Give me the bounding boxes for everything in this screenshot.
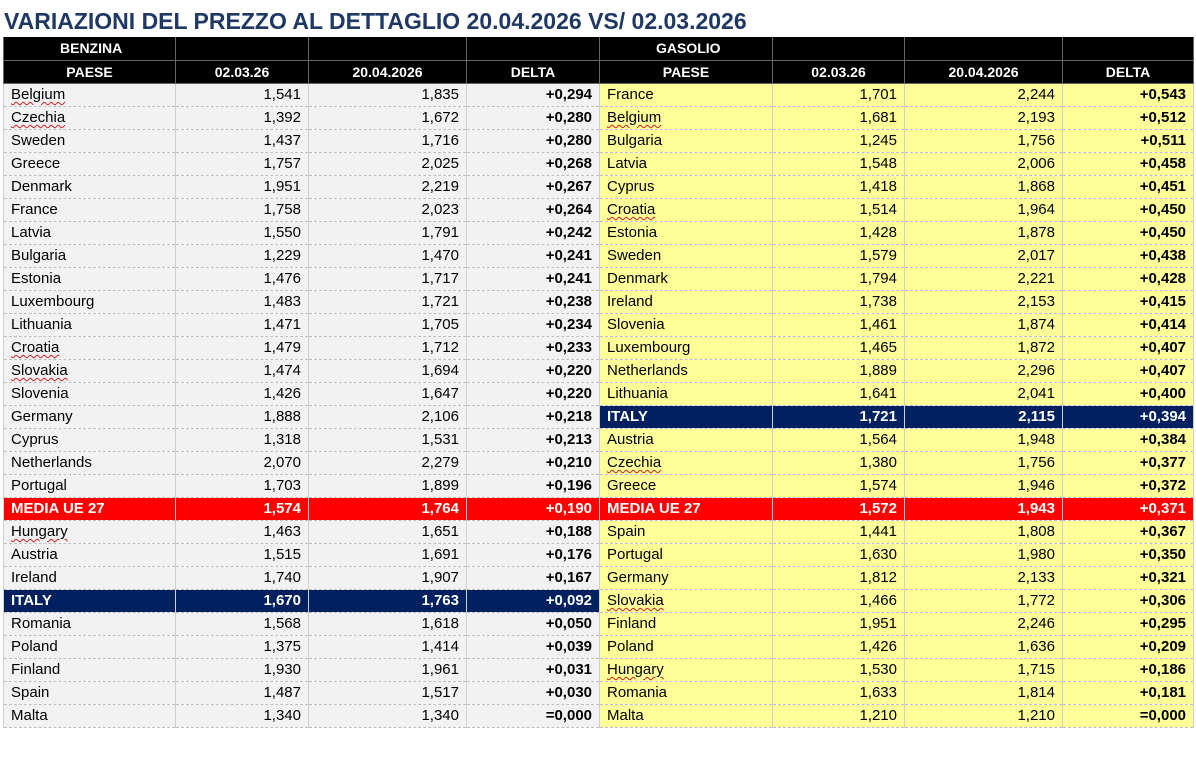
table-row [4,474,1194,497]
benzina-country-cell: Slovenia [4,382,176,405]
benzina-delta-cell: +0,218 [467,405,600,428]
benzina-price-2026-03-02-cell: 1,757 [176,152,309,175]
benzina-price-2026-03-02-cell: 1,930 [176,658,309,681]
spellcheck-underlined-text: Czechia [11,109,66,126]
benzina-price-2026-04-20-cell: 1,717 [309,267,467,290]
benzina-col-date1: 02.03.26 [176,60,309,83]
price-table [3,37,1194,728]
gasolio-price-2026-03-02-cell: 1,794 [773,267,905,290]
benzina-price-2026-04-20-cell: 2,219 [309,175,467,198]
benzina-col-delta: DELTA [467,60,600,83]
benzina-delta-cell: +0,031 [467,658,600,681]
gasolio-delta-cell: +0,428 [1063,267,1194,290]
gasolio-delta-cell: +0,186 [1063,658,1194,681]
benzina-price-2026-04-20-cell: 2,023 [309,198,467,221]
table-row [4,244,1194,267]
gasolio-price-2026-03-02-cell: 1,428 [773,221,905,244]
benzina-price-2026-03-02-cell: 1,229 [176,244,309,267]
gasolio-delta-cell: +0,414 [1063,313,1194,336]
table-row [4,589,1194,612]
table-row [4,681,1194,704]
gasolio-country-cell: Romania [600,681,773,704]
header-blank [467,37,600,60]
gasolio-country-cell: France [600,83,773,106]
benzina-price-2026-04-20-cell: 1,647 [309,382,467,405]
benzina-country-cell: Estonia [4,267,176,290]
benzina-delta-cell: +0,188 [467,520,600,543]
benzina-price-2026-04-20-cell: 1,721 [309,290,467,313]
benzina-price-2026-03-02-cell: 1,437 [176,129,309,152]
table-row [4,106,1194,129]
benzina-country-cell [4,520,176,543]
gasolio-country-cell: Poland [600,635,773,658]
gasolio-country-cell: Luxembourg [600,336,773,359]
gasolio-price-2026-03-02-cell: 1,418 [773,175,905,198]
benzina-price-2026-04-20-cell: 1,835 [309,83,467,106]
gasolio-price-2026-03-02-cell: 1,951 [773,612,905,635]
benzina-country-cell: Greece [4,152,176,175]
gasolio-delta-cell: +0,295 [1063,612,1194,635]
benzina-price-2026-04-20-cell: 2,025 [309,152,467,175]
benzina-price-2026-04-20-cell: 1,691 [309,543,467,566]
gasolio-price-2026-04-20-cell: 1,872 [905,336,1063,359]
gasolio-price-2026-04-20-cell: 1,868 [905,175,1063,198]
gasolio-price-2026-04-20-cell: 2,193 [905,106,1063,129]
gasolio-price-2026-03-02-cell: 1,721 [773,405,905,428]
benzina-delta-cell: +0,234 [467,313,600,336]
benzina-price-2026-04-20-cell: 1,618 [309,612,467,635]
gasolio-country-cell: Ireland [600,290,773,313]
gasolio-price-2026-04-20-cell: 2,017 [905,244,1063,267]
gasolio-price-2026-03-02-cell: 1,633 [773,681,905,704]
benzina-delta-cell: +0,280 [467,106,600,129]
benzina-price-2026-03-02-cell: 1,479 [176,336,309,359]
benzina-price-2026-03-02-cell: 1,463 [176,520,309,543]
gasolio-delta-cell: +0,372 [1063,474,1194,497]
benzina-country-cell: ITALY [4,589,176,612]
gasolio-country-cell [600,658,773,681]
gasolio-price-2026-04-20-cell: 2,006 [905,152,1063,175]
benzina-delta-cell: +0,220 [467,359,600,382]
benzina-price-2026-04-20-cell: 1,340 [309,704,467,727]
benzina-country-cell [4,83,176,106]
gasolio-price-2026-03-02-cell: 1,380 [773,451,905,474]
gasolio-price-2026-04-20-cell: 1,808 [905,520,1063,543]
section-header-row [4,37,1194,60]
benzina-price-2026-04-20-cell: 1,716 [309,129,467,152]
gasolio-country-cell: Bulgaria [600,129,773,152]
benzina-delta-cell: +0,294 [467,83,600,106]
gasolio-price-2026-03-02-cell: 1,701 [773,83,905,106]
gasolio-delta-cell: +0,450 [1063,221,1194,244]
gasolio-delta-cell: +0,321 [1063,566,1194,589]
benzina-price-2026-04-20-cell: 1,672 [309,106,467,129]
gasolio-delta-cell: +0,407 [1063,336,1194,359]
gasolio-country-cell: Latvia [600,152,773,175]
gasolio-country-cell: Greece [600,474,773,497]
benzina-country-cell: France [4,198,176,221]
table-row [4,405,1194,428]
gasolio-country-cell [600,198,773,221]
benzina-price-2026-04-20-cell: 1,899 [309,474,467,497]
gasolio-delta-cell: +0,394 [1063,405,1194,428]
gasolio-price-2026-04-20-cell: 1,756 [905,129,1063,152]
header-blank [1063,37,1194,60]
benzina-country-cell: Sweden [4,129,176,152]
spellcheck-underlined-text: Slovakia [607,592,664,609]
gasolio-country-cell [600,106,773,129]
spellcheck-underlined-text: Belgium [11,86,66,103]
gasolio-delta-cell: +0,367 [1063,520,1194,543]
benzina-country-cell: Denmark [4,175,176,198]
benzina-country-cell [4,106,176,129]
gasolio-price-2026-04-20-cell: 1,756 [905,451,1063,474]
gasolio-price-2026-03-02-cell: 1,889 [773,359,905,382]
benzina-price-2026-04-20-cell: 1,961 [309,658,467,681]
benzina-country-cell: Netherlands [4,451,176,474]
benzina-col-date2: 20.04.2026 [309,60,467,83]
gasolio-country-cell: Germany [600,566,773,589]
gasolio-price-2026-03-02-cell: 1,641 [773,382,905,405]
table-row [4,175,1194,198]
table-row [4,635,1194,658]
table-row [4,566,1194,589]
gasolio-price-2026-03-02-cell: 1,210 [773,704,905,727]
table-row [4,267,1194,290]
benzina-country-cell [4,336,176,359]
gasolio-country-cell: Malta [600,704,773,727]
benzina-country-cell: Finland [4,658,176,681]
table-row [4,428,1194,451]
gasolio-price-2026-04-20-cell: 2,296 [905,359,1063,382]
gasolio-price-2026-04-20-cell: 2,153 [905,290,1063,313]
gasolio-country-cell: Cyprus [600,175,773,198]
benzina-country-cell [4,359,176,382]
benzina-price-2026-04-20-cell: 1,712 [309,336,467,359]
gasolio-delta-cell: +0,350 [1063,543,1194,566]
gasolio-col-date2: 20.04.2026 [905,60,1063,83]
benzina-country-cell: Malta [4,704,176,727]
benzina-price-2026-04-20-cell: 1,414 [309,635,467,658]
header-blank [773,37,905,60]
gasolio-country-cell: Portugal [600,543,773,566]
benzina-delta-cell: +0,210 [467,451,600,474]
benzina-country-cell: Lithuania [4,313,176,336]
gasolio-price-2026-03-02-cell: 1,466 [773,589,905,612]
gasolio-price-2026-03-02-cell: 1,572 [773,497,905,520]
gasolio-col-date1: 02.03.26 [773,60,905,83]
gasolio-delta-cell: +0,384 [1063,428,1194,451]
benzina-delta-cell: +0,233 [467,336,600,359]
benzina-delta-cell: =0,000 [467,704,600,727]
benzina-price-2026-04-20-cell: 1,907 [309,566,467,589]
benzina-country-cell: Austria [4,543,176,566]
benzina-delta-cell: +0,213 [467,428,600,451]
gasolio-country-cell [600,589,773,612]
table-row [4,313,1194,336]
gasolio-country-cell: ITALY [600,405,773,428]
benzina-delta-cell: +0,267 [467,175,600,198]
gasolio-price-2026-03-02-cell: 1,514 [773,198,905,221]
benzina-price-2026-03-02-cell: 1,670 [176,589,309,612]
gasolio-delta-cell: +0,458 [1063,152,1194,175]
gasolio-col-paese: PAESE [600,60,773,83]
benzina-price-2026-04-20-cell: 1,791 [309,221,467,244]
table-row [4,658,1194,681]
gasolio-price-2026-03-02-cell: 1,530 [773,658,905,681]
benzina-price-2026-04-20-cell: 1,531 [309,428,467,451]
benzina-delta-cell: +0,264 [467,198,600,221]
gasolio-price-2026-04-20-cell: 1,772 [905,589,1063,612]
gasolio-delta-cell: +0,209 [1063,635,1194,658]
benzina-price-2026-03-02-cell: 1,426 [176,382,309,405]
gasolio-country-cell: Austria [600,428,773,451]
benzina-country-cell: Ireland [4,566,176,589]
gasolio-price-2026-04-20-cell: 1,636 [905,635,1063,658]
gasolio-delta-cell: +0,415 [1063,290,1194,313]
benzina-price-2026-04-20-cell: 2,279 [309,451,467,474]
benzina-price-2026-03-02-cell: 1,574 [176,497,309,520]
benzina-delta-cell: +0,280 [467,129,600,152]
gasolio-price-2026-04-20-cell: 2,115 [905,405,1063,428]
benzina-delta-cell: +0,268 [467,152,600,175]
benzina-delta-cell: +0,242 [467,221,600,244]
header-blank [905,37,1063,60]
gasolio-price-2026-04-20-cell: 2,246 [905,612,1063,635]
gasolio-delta-cell: +0,371 [1063,497,1194,520]
benzina-price-2026-03-02-cell: 1,515 [176,543,309,566]
benzina-delta-cell: +0,176 [467,543,600,566]
gasolio-price-2026-03-02-cell: 1,548 [773,152,905,175]
benzina-col-paese: PAESE [4,60,176,83]
table-row [4,451,1194,474]
gasolio-country-cell: Finland [600,612,773,635]
benzina-country-cell: MEDIA UE 27 [4,497,176,520]
table-row [4,290,1194,313]
benzina-price-2026-03-02-cell: 1,476 [176,267,309,290]
benzina-price-2026-04-20-cell: 1,694 [309,359,467,382]
benzina-delta-cell: +0,039 [467,635,600,658]
gasolio-price-2026-04-20-cell: 1,874 [905,313,1063,336]
benzina-price-2026-03-02-cell: 1,392 [176,106,309,129]
table-row [4,497,1194,520]
gasolio-country-cell: Sweden [600,244,773,267]
gasolio-price-2026-04-20-cell: 2,041 [905,382,1063,405]
benzina-price-2026-03-02-cell: 1,888 [176,405,309,428]
spellcheck-underlined-text: Hungary [607,661,664,678]
benzina-country-cell: Poland [4,635,176,658]
benzina-country-cell: Luxembourg [4,290,176,313]
gasolio-price-2026-03-02-cell: 1,465 [773,336,905,359]
benzina-price-2026-03-02-cell: 1,340 [176,704,309,727]
gasolio-country-cell: Slovenia [600,313,773,336]
gasolio-country-cell: Denmark [600,267,773,290]
column-header-row [4,60,1194,83]
gasolio-delta-cell: +0,512 [1063,106,1194,129]
benzina-country-cell: Bulgaria [4,244,176,267]
gasolio-delta-cell: +0,400 [1063,382,1194,405]
benzina-price-2026-04-20-cell: 1,764 [309,497,467,520]
header-blank [309,37,467,60]
benzina-price-2026-03-02-cell: 1,550 [176,221,309,244]
gasolio-price-2026-04-20-cell: 1,943 [905,497,1063,520]
gasolio-price-2026-03-02-cell: 1,630 [773,543,905,566]
benzina-price-2026-04-20-cell: 2,106 [309,405,467,428]
gasolio-country-cell [600,451,773,474]
spellcheck-underlined-text: Croatia [11,339,60,356]
table-row [4,336,1194,359]
gasolio-price-2026-04-20-cell: 1,814 [905,681,1063,704]
benzina-delta-cell: +0,092 [467,589,600,612]
spellcheck-underlined-text: Belgium [607,109,662,126]
benzina-delta-cell: +0,220 [467,382,600,405]
gasolio-country-cell: Netherlands [600,359,773,382]
benzina-section-label: BENZINA [4,37,176,60]
gasolio-price-2026-04-20-cell: 2,133 [905,566,1063,589]
gasolio-delta-cell: =0,000 [1063,704,1194,727]
table-row [4,198,1194,221]
gasolio-price-2026-04-20-cell: 1,715 [905,658,1063,681]
table-row [4,520,1194,543]
gasolio-price-2026-03-02-cell: 1,579 [773,244,905,267]
gasolio-price-2026-04-20-cell: 1,964 [905,198,1063,221]
gasolio-country-cell: MEDIA UE 27 [600,497,773,520]
benzina-delta-cell: +0,050 [467,612,600,635]
benzina-price-2026-03-02-cell: 1,474 [176,359,309,382]
gasolio-country-cell: Spain [600,520,773,543]
gasolio-delta-cell: +0,543 [1063,83,1194,106]
benzina-country-cell: Romania [4,612,176,635]
header-blank [176,37,309,60]
table-row [4,704,1194,727]
benzina-price-2026-03-02-cell: 2,070 [176,451,309,474]
benzina-price-2026-03-02-cell: 1,703 [176,474,309,497]
table-row [4,382,1194,405]
gasolio-price-2026-03-02-cell: 1,441 [773,520,905,543]
gasolio-delta-cell: +0,377 [1063,451,1194,474]
gasolio-delta-cell: +0,511 [1063,129,1194,152]
gasolio-price-2026-03-02-cell: 1,245 [773,129,905,152]
benzina-price-2026-04-20-cell: 1,470 [309,244,467,267]
benzina-delta-cell: +0,241 [467,244,600,267]
table-row [4,612,1194,635]
table-row [4,359,1194,382]
table-row [4,221,1194,244]
benzina-delta-cell: +0,196 [467,474,600,497]
gasolio-country-cell: Lithuania [600,382,773,405]
spellcheck-underlined-text: Czechia [607,454,662,471]
benzina-price-2026-03-02-cell: 1,758 [176,198,309,221]
benzina-country-cell: Latvia [4,221,176,244]
gasolio-price-2026-04-20-cell: 1,948 [905,428,1063,451]
gasolio-price-2026-04-20-cell: 1,980 [905,543,1063,566]
gasolio-section-label: GASOLIO [600,37,773,60]
benzina-country-cell: Spain [4,681,176,704]
gasolio-delta-cell: +0,450 [1063,198,1194,221]
table-row [4,129,1194,152]
gasolio-col-delta: DELTA [1063,60,1194,83]
benzina-price-2026-03-02-cell: 1,471 [176,313,309,336]
benzina-price-2026-03-02-cell: 1,375 [176,635,309,658]
gasolio-price-2026-04-20-cell: 1,210 [905,704,1063,727]
table-row [4,152,1194,175]
spellcheck-underlined-text: Slovakia [11,362,68,379]
gasolio-delta-cell: +0,306 [1063,589,1194,612]
benzina-price-2026-04-20-cell: 1,517 [309,681,467,704]
benzina-delta-cell: +0,167 [467,566,600,589]
benzina-country-cell: Portugal [4,474,176,497]
benzina-country-cell: Cyprus [4,428,176,451]
benzina-delta-cell: +0,190 [467,497,600,520]
gasolio-delta-cell: +0,451 [1063,175,1194,198]
benzina-price-2026-03-02-cell: 1,541 [176,83,309,106]
gasolio-price-2026-03-02-cell: 1,738 [773,290,905,313]
gasolio-price-2026-03-02-cell: 1,681 [773,106,905,129]
gasolio-price-2026-03-02-cell: 1,812 [773,566,905,589]
benzina-price-2026-03-02-cell: 1,740 [176,566,309,589]
gasolio-price-2026-03-02-cell: 1,426 [773,635,905,658]
benzina-price-2026-03-02-cell: 1,483 [176,290,309,313]
benzina-delta-cell: +0,030 [467,681,600,704]
gasolio-price-2026-04-20-cell: 1,878 [905,221,1063,244]
spellcheck-underlined-text: Hungary [11,523,68,540]
benzina-delta-cell: +0,238 [467,290,600,313]
gasolio-delta-cell: +0,438 [1063,244,1194,267]
benzina-price-2026-04-20-cell: 1,651 [309,520,467,543]
benzina-price-2026-03-02-cell: 1,318 [176,428,309,451]
benzina-price-2026-03-02-cell: 1,568 [176,612,309,635]
benzina-country-cell: Germany [4,405,176,428]
table-row [4,83,1194,106]
gasolio-price-2026-03-02-cell: 1,461 [773,313,905,336]
benzina-price-2026-04-20-cell: 1,705 [309,313,467,336]
benzina-price-2026-04-20-cell: 1,763 [309,589,467,612]
benzina-price-2026-03-02-cell: 1,487 [176,681,309,704]
gasolio-delta-cell: +0,407 [1063,359,1194,382]
spellcheck-underlined-text: Croatia [607,201,656,218]
gasolio-price-2026-04-20-cell: 2,221 [905,267,1063,290]
gasolio-price-2026-04-20-cell: 1,946 [905,474,1063,497]
gasolio-price-2026-04-20-cell: 2,244 [905,83,1063,106]
gasolio-country-cell: Estonia [600,221,773,244]
benzina-delta-cell: +0,241 [467,267,600,290]
gasolio-price-2026-03-02-cell: 1,574 [773,474,905,497]
benzina-price-2026-03-02-cell: 1,951 [176,175,309,198]
gasolio-price-2026-03-02-cell: 1,564 [773,428,905,451]
gasolio-delta-cell: +0,181 [1063,681,1194,704]
table-row [4,543,1194,566]
page-title: VARIAZIONI DEL PREZZO AL DETTAGLIO 20.04.2026 VS/ 02.03.2026 [4,8,747,34]
